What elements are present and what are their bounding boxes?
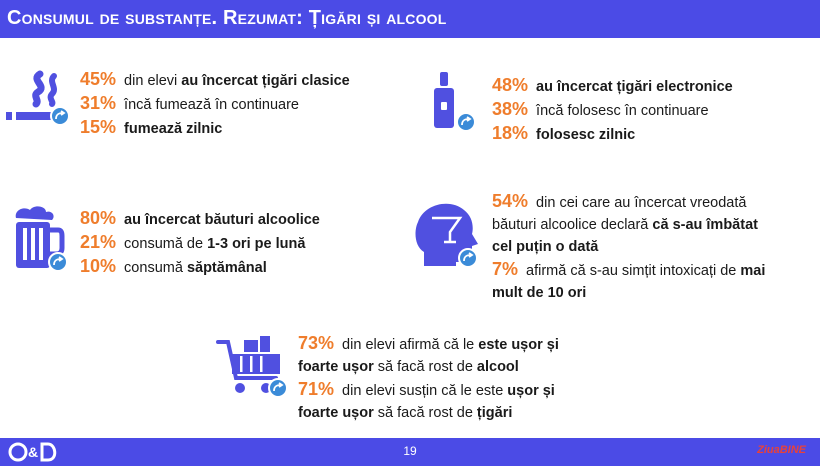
stat-bold: au încercat băuturi alcoolice [120,212,320,228]
stat-line [492,122,733,146]
stat-percent: 73% [298,333,335,353]
alcohol-stats [80,207,320,279]
stat-bold: alcool [476,359,519,375]
stat-percent: 10% [80,256,117,276]
stat-percent: 18% [492,123,529,143]
stat-text: băuturi alcoolice declară [492,217,653,233]
stat-bold: săptămânal [186,260,267,276]
stat-bold: este ușor și [478,337,559,353]
e-cigarette-icon [426,70,478,139]
stat-percent: 48% [492,75,529,95]
page-title: Consumul de substanțe. Rezumat: Țigări și alcool [7,7,447,29]
stat-text: încă folosesc în continuare [532,103,709,119]
stat-percent: 31% [80,93,117,113]
footer-bar [0,438,820,466]
stat-percent: 80% [80,208,117,228]
stat-line [492,236,765,258]
stat-bold: că s-au îmbătat [652,217,758,233]
head-glass-icon [410,196,486,277]
stat-percent: 7% [492,259,519,279]
stat-percent: 21% [80,232,117,252]
stat-bold: țigări [476,405,513,421]
drunkenness-stats [492,190,765,304]
stat-percent: 71% [298,379,335,399]
cigarettes-stats [80,68,350,140]
stat-bold: fumează zilnic [120,121,223,137]
stat-text: încă fumează în continuare [120,97,299,113]
stat-line [80,231,320,255]
stat-line [80,116,350,140]
stat-line [298,332,559,356]
page-number: 19 [403,444,417,458]
stat-text: afirmă că s-au simțit intoxicați de [522,263,741,279]
stat-line [492,190,765,214]
stat-bold: foarte ușor [298,359,374,375]
project-logo: ZiuaBINE [757,444,806,456]
stat-line [492,98,733,122]
stat-text: consumă de [120,236,208,252]
stat-bold: foarte ușor [298,405,374,421]
accessibility-stats [298,332,559,424]
shopping-cart-icon [216,334,292,405]
stat-percent: 45% [80,69,117,89]
stat-line [298,356,559,378]
stat-bold: mult de 10 ori [492,285,587,301]
header-bar [0,0,820,38]
stat-bold: ușor și [507,383,555,399]
stat-line [298,378,559,402]
stat-text: să facă rost de [373,359,477,375]
stat-bold: au încercat țigări electronice [532,79,733,95]
stat-line [80,92,350,116]
stat-bold: folosesc zilnic [532,127,636,143]
stat-text: din elevi afirmă că le [338,337,479,353]
stat-line [492,282,765,304]
stat-percent: 54% [492,191,529,211]
stat-line [492,214,765,236]
stat-percent: 38% [492,99,529,119]
svg-text:&: & [28,444,39,460]
stat-bold: mai [740,263,766,279]
stat-percent: 15% [80,117,117,137]
beer-mug-icon [8,204,70,279]
stat-line [298,402,559,424]
stat-line [80,255,320,279]
stat-text: din elevi [120,73,182,89]
stat-line [492,74,733,98]
stat-line [492,258,765,282]
e-cigarettes-stats [492,74,733,146]
stat-text: consumă [120,260,187,276]
stat-bold: cel puțin o dată [492,239,599,255]
stat-line [80,207,320,231]
stat-text: din cei care au încercat vreodată [532,195,747,211]
stat-line [80,68,350,92]
cigarette-icon [4,68,70,131]
stat-text: să facă rost de [373,405,477,421]
stat-text: din elevi susțin că le este [338,383,508,399]
stat-bold: 1-3 ori pe lună [207,236,306,252]
stat-bold: au încercat țigări clasice [181,73,350,89]
